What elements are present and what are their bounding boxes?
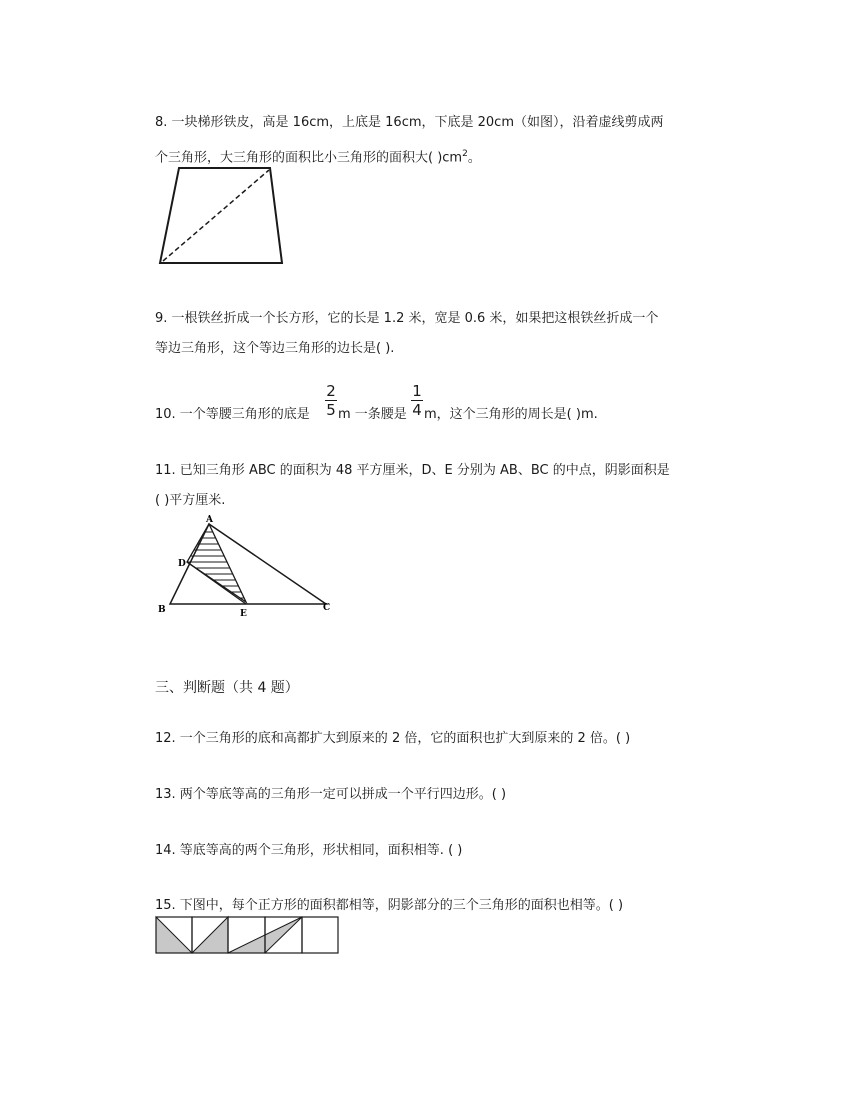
q9-line1: 9. 一根铁丝折成一个长方形，它的长是 1.2 米，宽是 0.6 米，如果把这根铁丝折成一个 <box>155 311 659 326</box>
label-d: D <box>178 559 186 569</box>
label-a: A <box>206 515 213 525</box>
q13-text: 13. 两个等底等高的三角形一定可以拼成一个平行四边形。( ) <box>155 787 507 802</box>
q10-frac2-numerator: 1 <box>412 382 422 400</box>
q8-line2-end: 。 <box>467 150 481 166</box>
shaded-triangle-2 <box>192 917 228 953</box>
q11-line1: 11. 已知三角形 ABC 的面积为 48 平方厘米，D、E 分别为 AB、BC 的中点，阴影面积是 <box>155 463 670 478</box>
shaded-triangle-1 <box>156 917 192 953</box>
label-c: C <box>323 603 331 613</box>
square-5 <box>302 917 338 953</box>
q10-fraction-leg <box>411 383 423 418</box>
q14-text: 14. 等底等高的两个三角形，形状相同，面积相等. ( ) <box>155 843 463 858</box>
trapezoid-dashed-cut <box>163 170 269 261</box>
q8-line2 <box>155 145 481 167</box>
shaded-triangle-ade <box>187 524 246 602</box>
q9-line2: 等边三角形，这个等边三角形的边长是( ). <box>155 341 395 356</box>
q12-text: 12. 一个三角形的底和高都扩大到原来的 2 倍，它的面积也扩大到原来的 2 倍。( ) <box>155 731 631 746</box>
q8-unit-superscript: 2 <box>462 149 468 159</box>
q10-part2: m 一条腰是 <box>338 407 407 422</box>
section-heading-judgment: 三、判断题（共 4 题） <box>155 680 299 696</box>
label-e: E <box>240 609 247 619</box>
label-b: B <box>158 605 166 615</box>
q10-part1: 10. 一个等腰三角形的底是 <box>155 407 310 422</box>
triangle-abc-figure <box>150 512 350 622</box>
q8-line1: 8. 一块梯形铁皮，高是 16cm，上底是 16cm，下底是 20cm（如图），沿着虚线剪成两 <box>155 115 664 130</box>
q8-line2-text: 个三角形，大三角形的面积比小三角形的面积大( )cm <box>155 150 463 166</box>
squares-figure <box>155 916 341 956</box>
trapezoid-figure <box>155 165 290 270</box>
q10-frac1-denominator: 5 <box>326 401 336 419</box>
q10-frac2-denominator: 4 <box>412 401 422 419</box>
q15-text: 15. 下图中，每个正方形的面积都相等，阴影部分的三个三角形的面积也相等。( ) <box>155 898 624 913</box>
q10-part3: m，这个三角形的周长是( )m. <box>424 407 598 422</box>
q10-frac1-numerator: 2 <box>326 382 336 400</box>
q10-fraction-base <box>325 383 337 418</box>
q11-line2: ( )平方厘米. <box>155 493 226 508</box>
